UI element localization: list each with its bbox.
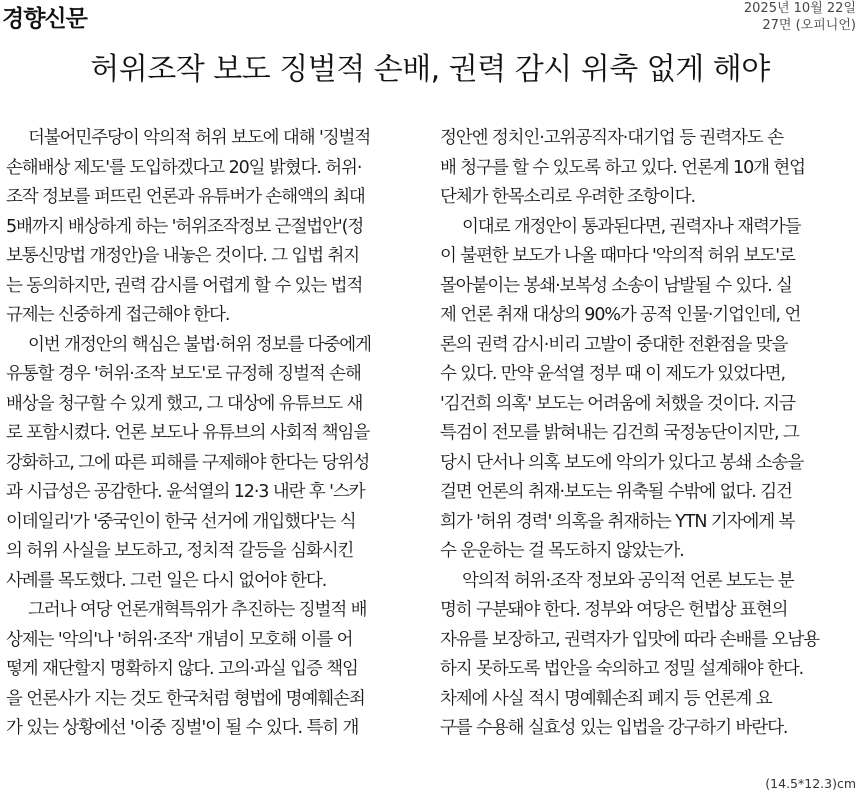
article-size-note: (14.5*12.3)cm <box>765 776 856 791</box>
text-line: 의 허위 사실을 보도하고, 정치적 갈등을 심화시킨 <box>6 541 354 561</box>
text-line: 5배까지 배상하게 하는 '허위조작정보 근절법안'(정 <box>6 216 364 237</box>
text-line: 그러나 여당 언론개혁특위가 추진하는 징벌적 배 <box>28 600 367 620</box>
text-line: 단체가 한목소리로 우려한 조항이다. <box>440 187 695 207</box>
text-line: 배상을 청구할 수 있게 했고, 그 대상에 유튜브도 새 <box>6 393 363 414</box>
text-line: 는 동의하지만, 권력 감시를 어렵게 할 수 있는 법적 <box>6 275 363 296</box>
text-line: 명히 구분돼야 한다. 정부와 여당은 헌법상 표현의 <box>440 600 788 620</box>
text-line: 구를 수용해 실효성 있는 입법을 강구하기 바란다. <box>440 718 788 738</box>
text-line: 이대로 개정안이 통과된다면, 권력자나 재력가들 <box>462 216 801 237</box>
text-line: 론의 권력 감시·비리 고발이 중대한 전환점을 맞을 <box>440 334 788 355</box>
text-line: 규제는 신중하게 접근해야 한다. <box>6 305 230 325</box>
text-line: 상제는 '악의'나 '허위·조작' 개념이 모호해 이를 어 <box>6 629 353 650</box>
text-line: 손해배상 제도'를 도입하겠다고 20일 밝혔다. 허위· <box>6 157 362 178</box>
text-line: 로 포함시켰다. 언론 보도나 유튜브의 사회적 책임을 <box>6 423 370 443</box>
text-line: 하지 못하도록 법안을 숙의하고 정밀 설계해야 한다. <box>440 659 804 679</box>
text-line: 조작 정보를 퍼뜨린 언론과 유튜버가 손해액의 최대 <box>6 187 365 207</box>
text-line: 특검이 전모를 밝혀내는 김건희 국정농단이지만, 그 <box>440 423 799 443</box>
page-section: 27면 (오피니언) <box>762 18 856 33</box>
text-line: 걸면 언론의 취재·보도는 위축될 수밖에 없다. 김건 <box>440 482 792 502</box>
text-line: 강화하고, 그에 따른 피해를 구제해야 한다는 당위성 <box>6 452 370 473</box>
text-line: 보통신망법 개정안)을 내놓은 것이다. 그 입법 취지 <box>6 246 360 266</box>
text-line: '김건희 의혹' 보도는 어려움에 처했을 것이다. 지금 <box>440 393 795 414</box>
text-line: 배 청구를 할 수 있도록 하고 있다. 언론계 10개 현업 <box>440 157 805 178</box>
text-line: 수 운운하는 걸 목도하지 않았는가. <box>440 541 684 561</box>
publication-meta <box>744 0 856 34</box>
text-line: 이데일리'가 '중국인이 한국 선거에 개입했다'는 식 <box>6 511 356 532</box>
publication-date: 2025년 10월 22일 <box>743 1 856 16</box>
editorial-headline: 허위조작 보도 징벌적 손배, 권력 감시 위축 없게 해야 <box>90 52 770 87</box>
text-line: 정안엔 정치인·고위공직자·대기업 등 권력자도 손 <box>440 128 783 148</box>
text-line: 자유를 보장하고, 권력자가 입맛에 따라 손배를 오남용 <box>440 629 819 650</box>
text-line: 제 언론 취재 대상의 90%가 공적 인물·기업인데, 언 <box>440 305 801 325</box>
text-line: 유통할 경우 '허위·조작 보도'로 규정해 징벌적 손해 <box>6 364 361 384</box>
text-line: 이 불편한 보도가 나올 때마다 '악의적 허위 보도'로 <box>440 246 795 266</box>
text-line: 희가 '허위 경력' 의혹을 취재하는 YTN 기자에게 복 <box>440 511 795 532</box>
text-line: 사례를 목도했다. 그런 일은 다시 없어야 한다. <box>6 570 327 591</box>
text-line: 이번 개정안의 핵심은 불법·허위 정보를 다중에게 <box>28 334 371 355</box>
text-line: 몰아붙이는 봉쇄·보복성 소송이 남발될 수 있다. 실 <box>440 275 792 296</box>
text-line: 가 있는 상황에선 '이중 징벌'이 될 수 있다. 특히 개 <box>6 718 359 738</box>
text-line: 떻게 재단할지 명확하지 않다. 고의·과실 입증 책임 <box>6 659 358 679</box>
text-line: 차제에 사실 적시 명예훼손죄 폐지 등 언론계 요 <box>440 688 772 709</box>
text-line: 수 있다. 만약 윤석열 정부 때 이 제도가 있었다면, <box>440 364 785 384</box>
newspaper-masthead: 경향신문 <box>2 6 87 32</box>
text-line: 과 시급성은 공감한다. 윤석열의 12·3 내란 후 '스카 <box>6 482 365 502</box>
text-line: 당시 단서나 의혹 보도에 악의가 있다고 봉쇄 소송을 <box>440 452 804 473</box>
text-line: 악의적 허위·조작 정보와 공익적 언론 보도는 분 <box>462 570 794 591</box>
text-line: 더불어민주당이 악의적 허위 보도에 대해 '징벌적 <box>28 128 371 148</box>
text-line: 을 언론사가 지는 것도 한국처럼 형법에 명예훼손죄 <box>6 688 365 709</box>
article-column-left <box>6 124 412 744</box>
article-column-right <box>440 124 846 744</box>
